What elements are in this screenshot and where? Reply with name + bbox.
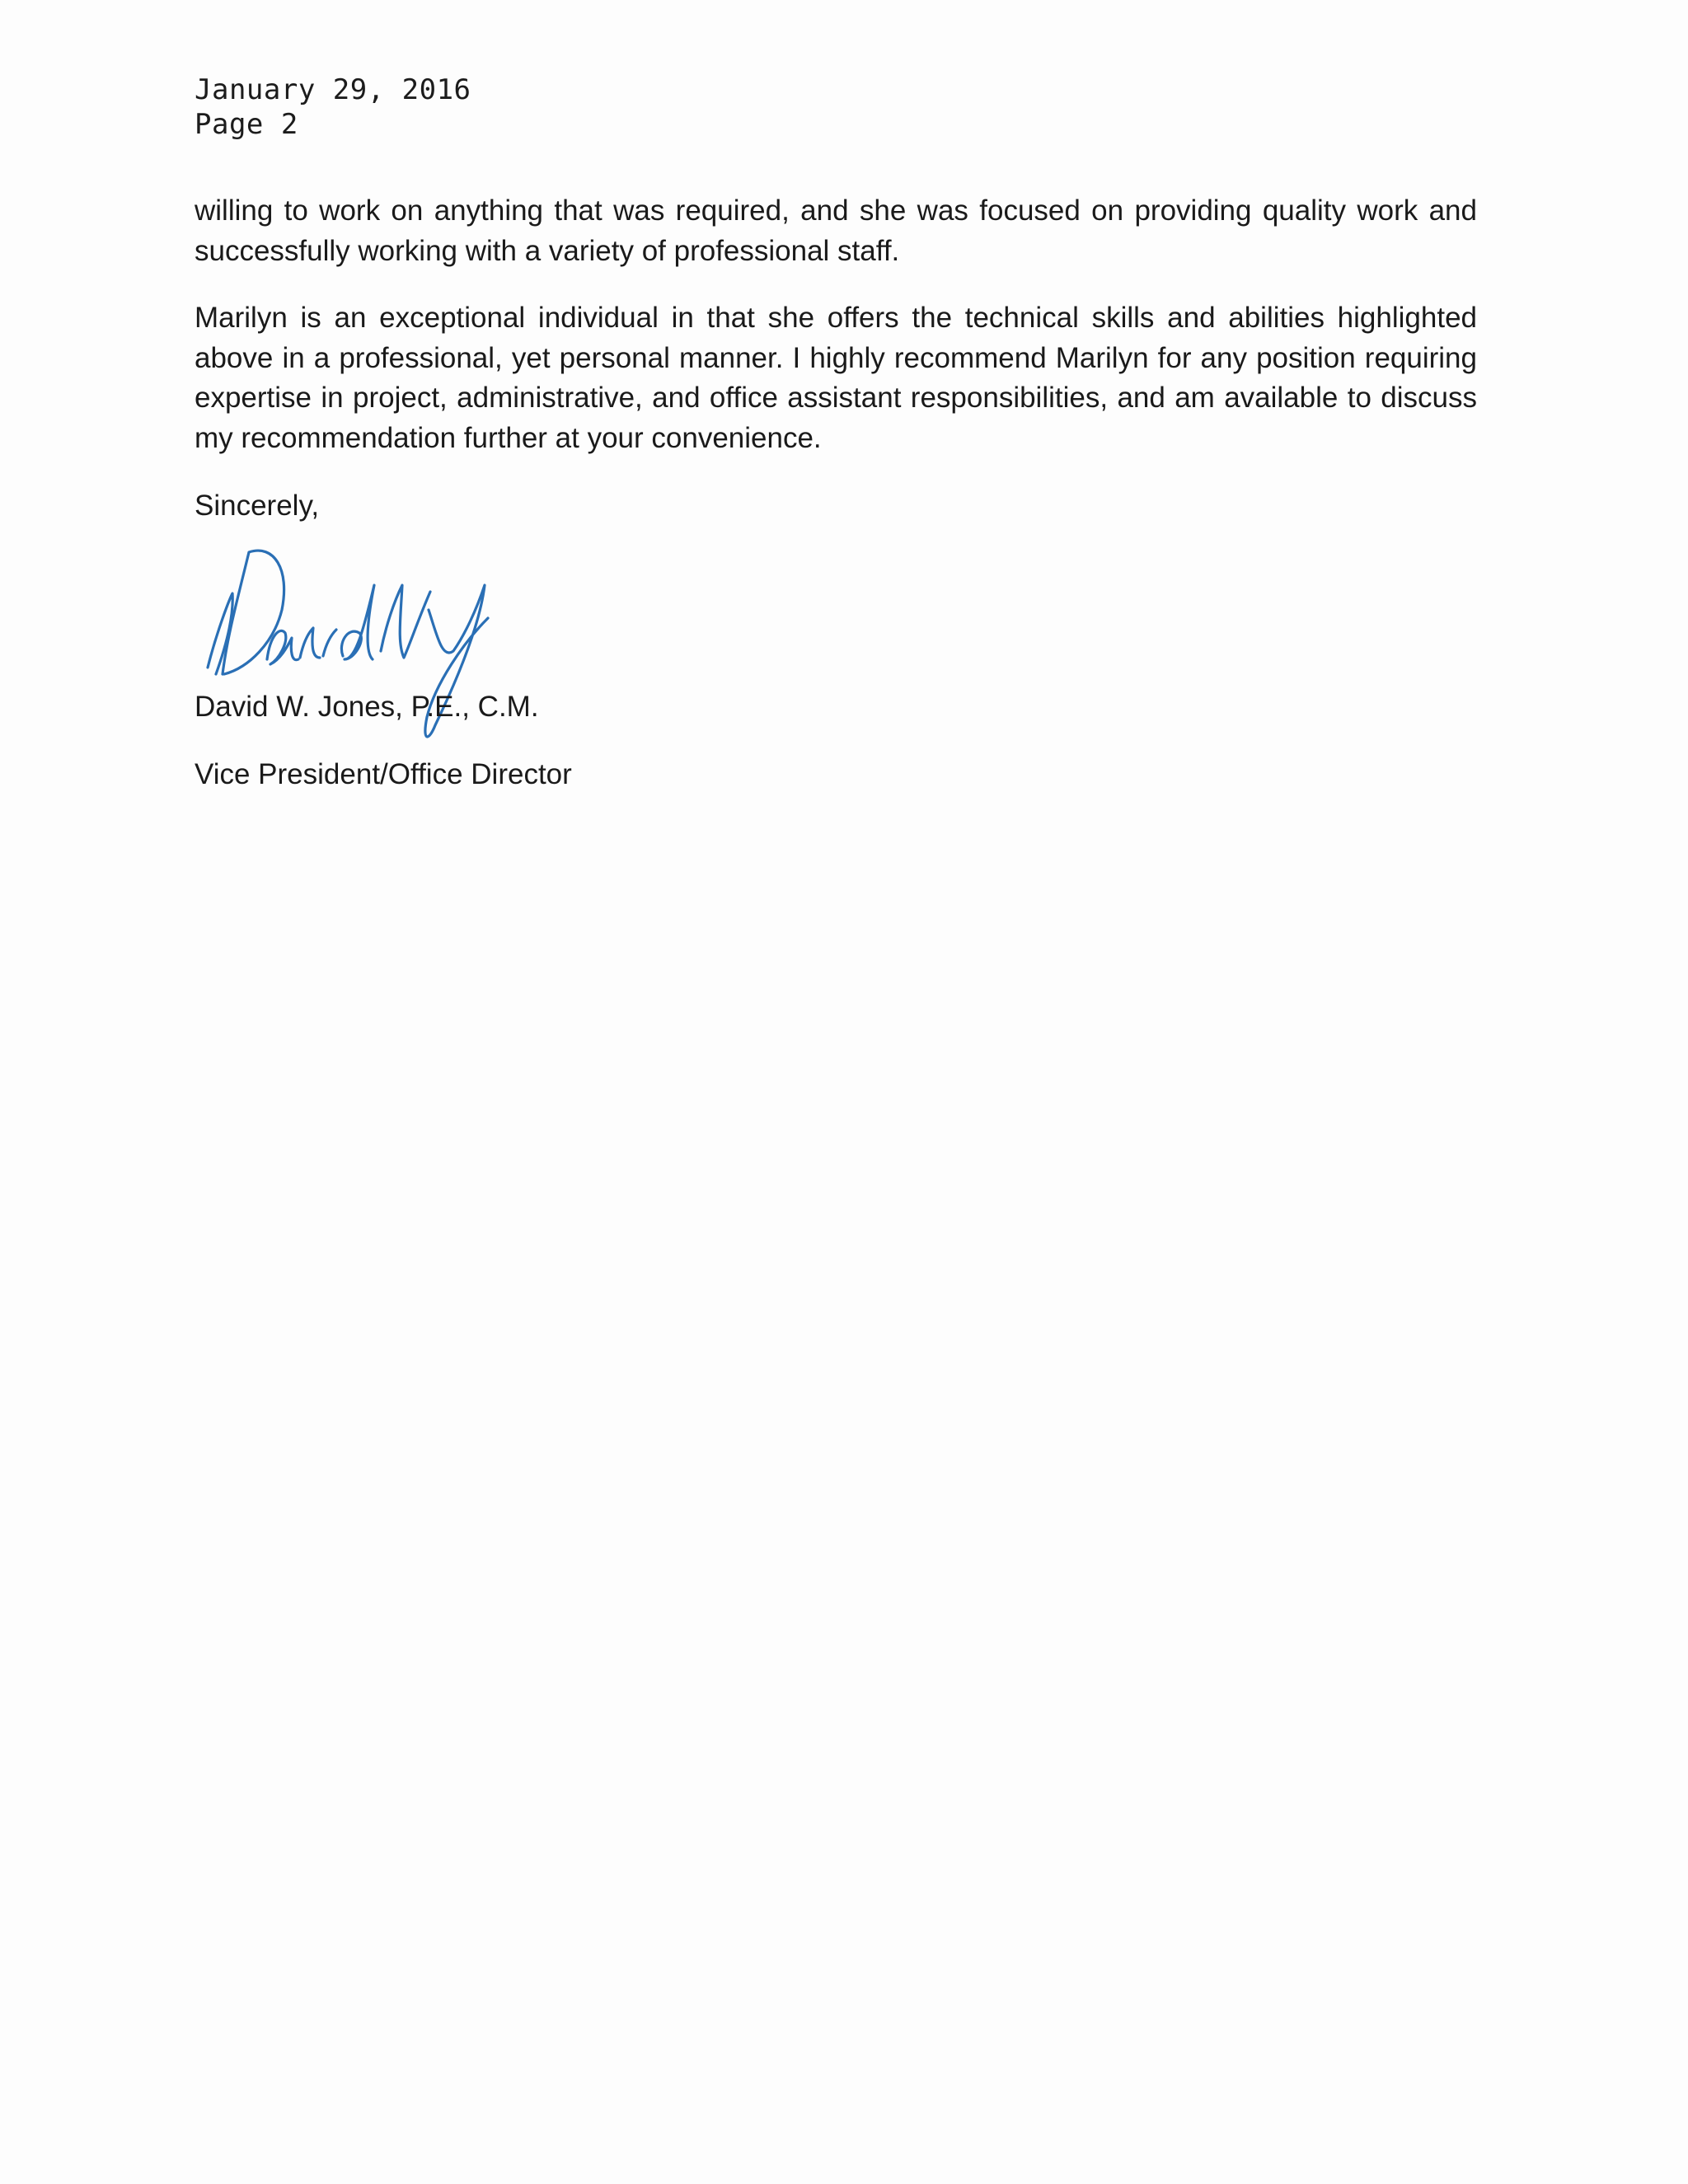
page-number: Page 2 (195, 108, 298, 141)
closing-salutation: Sincerely, (195, 490, 320, 522)
handwritten-signature (191, 536, 521, 766)
signer-name: David W. Jones, P.E., C.M. (195, 691, 539, 723)
page-header (195, 73, 471, 142)
signer-title: Vice President/Office Director (195, 758, 572, 790)
letter-date: January 29, 2016 (195, 73, 471, 106)
body-paragraph-1: willing to work on anything that was required, and she was focused on providing quality work and successfully working with a variety of professional staff. (195, 194, 1477, 267)
body-paragraph-2: Marilyn is an exceptional individual in that she offers the technical skills and abilities highlighted above in a professional, yet personal manner. I highly recommend Marilyn for any position requiring expertise in project, administrative, and office assistant responsibilities, and am available to discuss my recommendation further at your convenience. (195, 302, 1477, 454)
